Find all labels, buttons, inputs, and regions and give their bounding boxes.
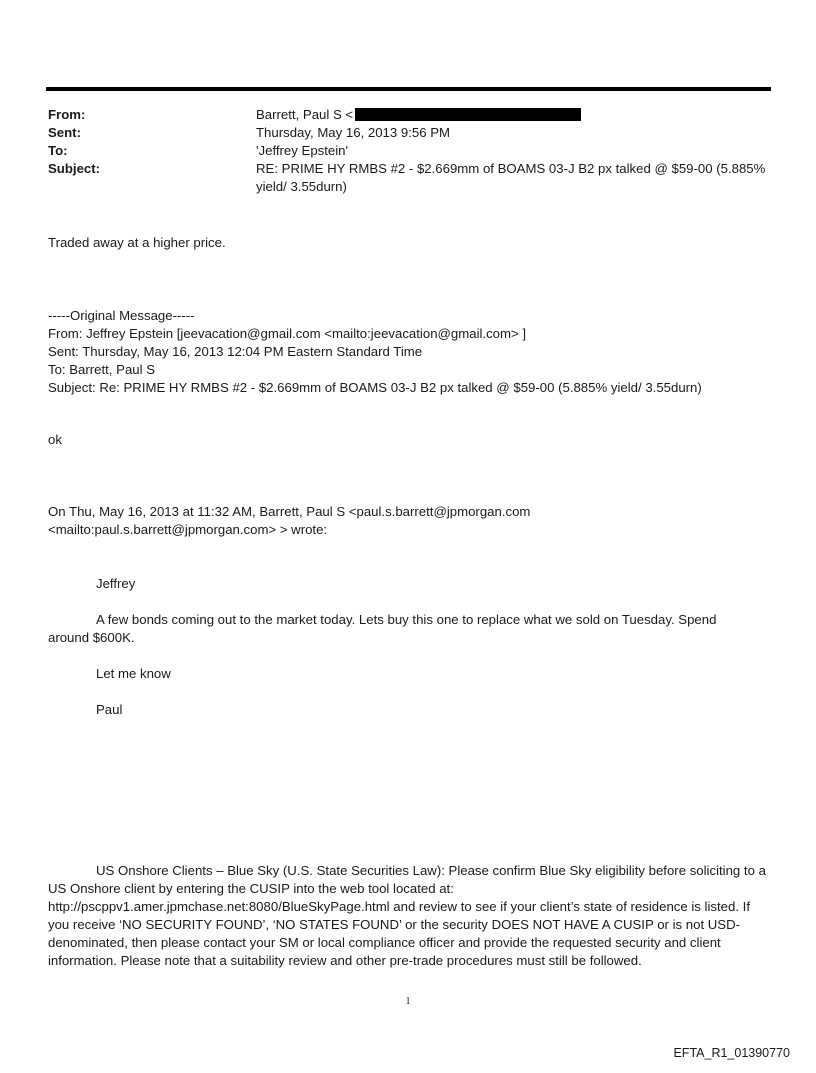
sent-value: Thursday, May 16, 2013 9:56 PM: [256, 125, 451, 140]
page-number: 1: [405, 996, 411, 1007]
quoted-closing: Let me know: [96, 666, 171, 681]
from-sender: Barrett, Paul S <: [256, 107, 354, 122]
quoted-greeting: Jeffrey: [96, 576, 136, 591]
subject-value: RE: PRIME HY RMBS #2 - $2.669mm of BOAMS 03-J B2 px talked @ $59-00 (5.885% yield/ 3.55durn): [256, 161, 766, 194]
to-row: [48, 142, 768, 160]
sent-label: Sent:: [48, 125, 81, 140]
original-separator: -----Original Message-----: [48, 308, 195, 323]
header-rule: [46, 87, 771, 91]
from-row: [48, 106, 768, 124]
from-label: From:: [48, 107, 86, 122]
to-value: 'Jeffrey Epstein': [256, 143, 349, 158]
document-id: EFTA_R1_01390770: [673, 1046, 790, 1060]
quoted-paragraph: [48, 611, 748, 647]
original-to: To: Barrett, Paul S: [48, 362, 156, 377]
subject-label: Subject:: [48, 161, 101, 176]
disclaimer: [48, 862, 768, 970]
subject-row: [48, 160, 768, 196]
reply-body: Traded away at a higher price.: [48, 235, 226, 250]
original-subject: Subject: Re: PRIME HY RMBS #2 - $2.669mm of BOAMS 03-J B2 px talked @ $59-00 (5.885% yield/ 3.55durn): [48, 380, 702, 395]
disclaimer-text: US Onshore Clients – Blue Sky (U.S. State Securities Law): Please confirm Blue Sky eligibility before soliciting to a US Onshore client by entering the CUSIP into the web tool located at: http://pscppv1.amer.jpmchase.net:8080/BlueSkyPage.html and review to see if your client’s state of residence is listed. If you receive ‘NO SECURITY FOUND’, ‘NO STATES FOUND’ or the security DOES NOT HAVE A CUSIP or is not USD-denominated, then please contact your SM or local compliance officer and provide the requested security and client information. Please note that a suitability review and other pre-trade procedures must still be followed.: [48, 863, 766, 968]
original-sent: Sent: Thursday, May 16, 2013 12:04 PM Eastern Standard Time: [48, 344, 423, 359]
email-header: [48, 106, 768, 196]
quoted-intro-line1: On Thu, May 16, 2013 at 11:32 AM, Barrett, Paul S <paul.s.barrett@jpmorgan.com: [48, 504, 531, 519]
to-label: To:: [48, 143, 68, 158]
original-body: ok: [48, 432, 62, 447]
original-message: [48, 307, 773, 397]
from-value: [256, 106, 768, 124]
quoted-signature: Paul: [96, 702, 123, 717]
quoted-intro: [48, 503, 773, 539]
quoted-paragraph-text: A few bonds coming out to the market today. Lets buy this one to replace what we sold on Tuesday. Spend around $600K.: [48, 612, 717, 645]
redaction-box: [355, 108, 581, 121]
sent-row: [48, 124, 768, 142]
quoted-intro-line2: <mailto:paul.s.barrett@jpmorgan.com> > wrote:: [48, 522, 328, 537]
original-from: From: Jeffrey Epstein [jeevacation@gmail.com <mailto:jeevacation@gmail.com> ]: [48, 326, 527, 341]
